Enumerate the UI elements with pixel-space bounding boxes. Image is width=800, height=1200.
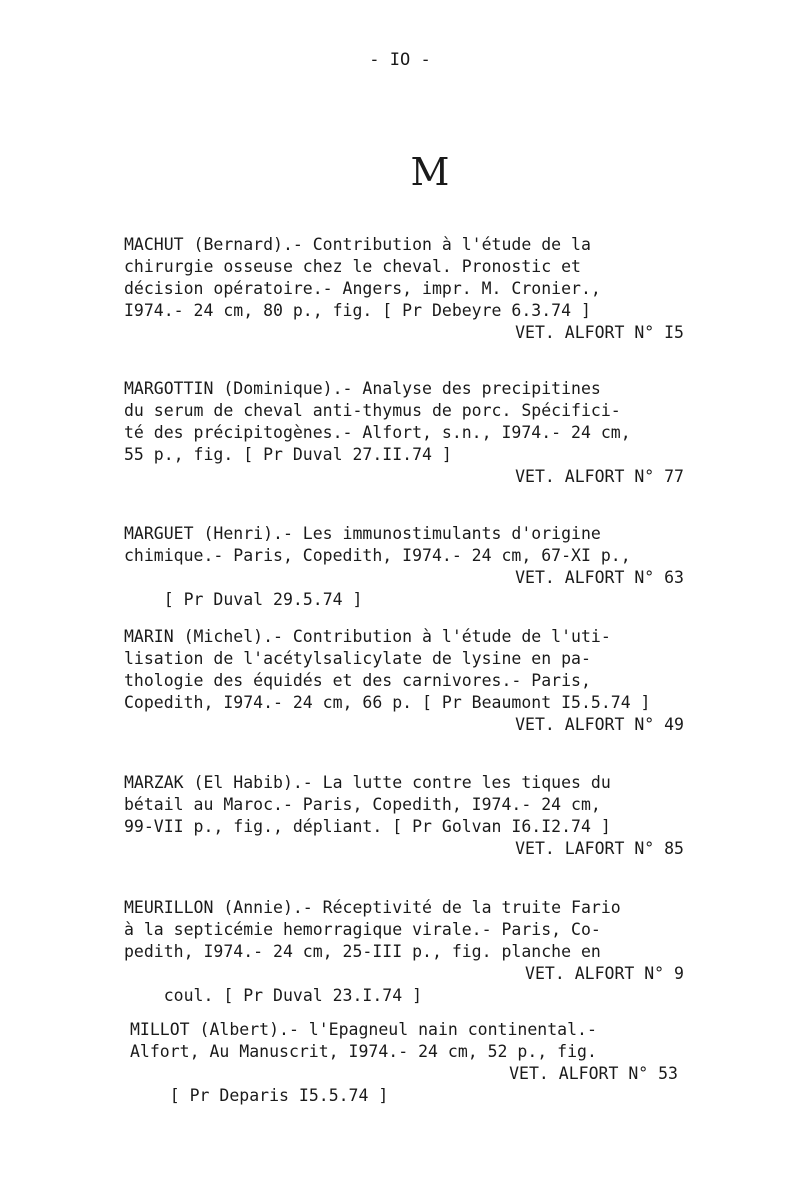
entry-line: MARGOTTIN (Dominique).- Analyse des precipitines — [124, 379, 601, 398]
entry-line: [ Pr Deparis I5.5.74 ] — [169, 1086, 389, 1105]
bibliography-entry — [124, 523, 684, 609]
entry-line: lisation de l'acétylsalicylate de lysine en pa- — [124, 649, 591, 668]
entry-line: MEURILLON (Annie).- Réceptivité de la truite Fario — [124, 898, 621, 917]
entry-line: du serum de cheval anti-thymus de porc. Spécifici- — [124, 401, 621, 420]
catalog-reference: VET. ALFORT N° 77 — [515, 467, 684, 486]
entry-line: Alfort, Au Manuscrit, I974.- 24 cm, 52 p., fig. — [130, 1042, 597, 1061]
entry-line: MILLOT (Albert).- l'Epagneul nain continental.- — [130, 1020, 597, 1039]
catalog-reference: VET. ALFORT N° 49 — [515, 715, 684, 734]
entry-line: MARGUET (Henri).- Les immunostimulants d'origine — [124, 524, 601, 543]
bibliography-entry — [124, 234, 684, 344]
entry-line: à la septicémie hemorragique virale.- Paris, Co- — [124, 920, 601, 939]
entry-line: [ Pr Duval 29.5.74 ] — [163, 590, 363, 609]
entry-last-line — [124, 567, 684, 609]
catalog-reference: VET. LAFORT N° 85 — [515, 839, 684, 858]
bibliography-entry — [124, 772, 684, 860]
bibliography-entry — [124, 626, 684, 736]
entry-line: 99-VII p., fig., dépliant. [ Pr Golvan I6.I2.74 ] — [124, 817, 611, 836]
entry-line: chimique.- Paris, Copedith, I974.- 24 cm, 67-XI p., — [124, 546, 631, 565]
entry-line: MACHUT (Bernard).- Contribution à l'étude de la — [124, 235, 591, 254]
entry-line: té des précipitogènes.- Alfort, s.n., I974.- 24 cm, — [124, 423, 631, 442]
entry-line: 55 p., fig. [ Pr Duval 27.II.74 ] — [124, 445, 452, 464]
entry-line: MARZAK (El Habib).- La lutte contre les tiques du — [124, 773, 611, 792]
entry-last-line — [130, 1063, 678, 1105]
entry-line: MARIN (Michel).- Contribution à l'étude de l'uti- — [124, 627, 611, 646]
section-letter: M — [410, 150, 450, 194]
entry-line: bétail au Maroc.- Paris, Copedith, I974.- 24 cm, — [124, 795, 601, 814]
catalog-reference: VET. ALFORT N° I5 — [515, 323, 684, 342]
entry-line: I974.- 24 cm, 80 p., fig. [ Pr Debeyre 6.3.74 ] — [124, 301, 591, 320]
catalog-reference: VET. ALFORT N° 63 — [515, 568, 684, 587]
page-number: - IO - — [369, 50, 431, 70]
entry-line: thologie des équidés et des carnivores.- Paris, — [124, 671, 591, 690]
entry-line: chirurgie osseuse chez le cheval. Pronostic et — [124, 257, 581, 276]
bibliography-entry — [130, 1019, 678, 1105]
catalog-reference: VET. ALFORT N° 53 — [509, 1064, 678, 1083]
entry-line: Copedith, I974.- 24 cm, 66 p. [ Pr Beaumont I5.5.74 ] — [124, 693, 651, 712]
entry-last-line — [124, 963, 684, 1005]
entry-line: décision opératoire.- Angers, impr. M. Cronier., — [124, 279, 601, 298]
entry-line: pedith, I974.- 24 cm, 25-III p., fig. planche en — [124, 942, 601, 961]
bibliography-entry — [124, 897, 684, 1005]
bibliography-entry — [124, 378, 684, 488]
entry-line: coul. [ Pr Duval 23.I.74 ] — [163, 986, 423, 1005]
catalog-reference: VET. ALFORT N° 9 — [525, 964, 684, 983]
